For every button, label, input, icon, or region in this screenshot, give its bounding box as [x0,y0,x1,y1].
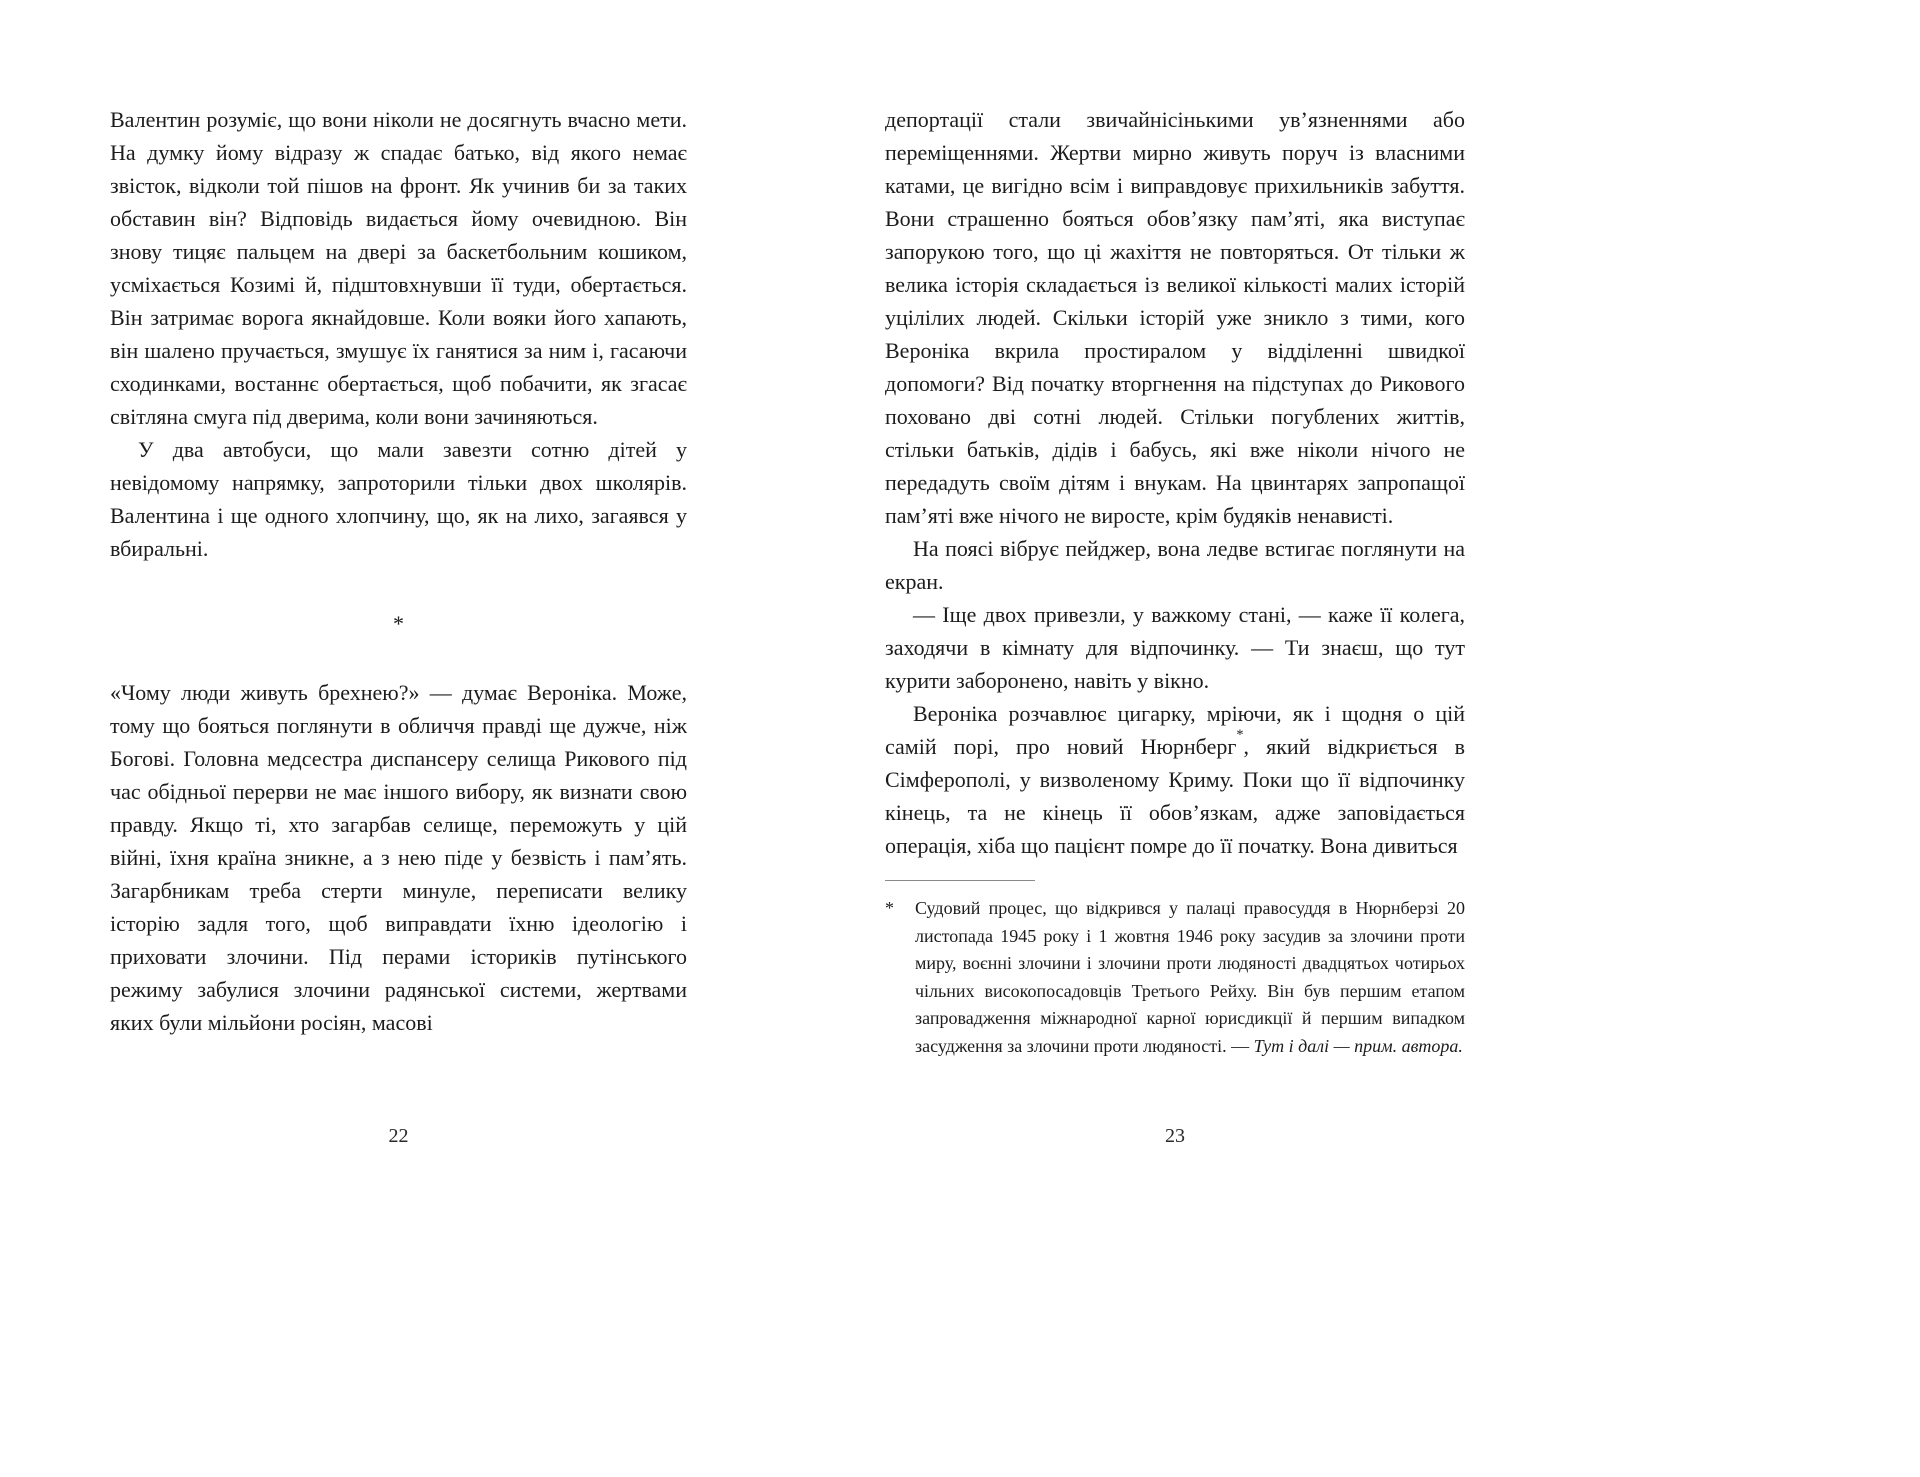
paragraph: «Чому люди живуть брехнею?» — думає Вероніка. Може, тому що бояться поглянути в обличчя правді ще дужче, ніж Богові. Головна медсестра диспансеру селища Рикового під час обідньої перерви не має іншого вибору, як визнати свою правду. Якщо ті, хто загарбав селище, переможуть у цій війні, їхня країна зникне, а з нею піде у безвість і пам’ять. Загарбникам треба стерти минуле, переписати велику історію задля того, щоб виправдати їхню ідеологію і приховати злочини. Під перами істориків путінського режиму забулися злочини радянської системи, жертвами яких були мільйони росіян, масові [110,680,687,1035]
paragraph-dialogue: — Іще двох привезли, у важкому стані, — каже її колега, заходячи в кімнату для відпочинку. — Ти знаєш, що тут курити заборонено, навіть у вікно. [885,602,1465,693]
footnote-attribution: Тут і далі — прим. автора. [1253,1035,1463,1056]
footnote-marker: * [885,898,894,918]
paragraph: У два автобуси, що мали завезти сотню дітей у невідомому напрямку, запроторили тільки двох школярів. Валентина і ще одного хлопчину, що, як на лихо, загаявся у вбиральні. [110,437,687,561]
page-left [110,103,687,1149]
page-number: 23 [1165,1125,1185,1147]
section-break-asterisk: * [393,611,404,636]
page-left-body [110,103,687,1039]
page-right [885,103,1465,1149]
footnote-reference: * [1236,727,1244,744]
footnote-text [885,895,1465,1060]
paragraph: На поясі вібрує пейджер, вона ледве встигає поглянути на екран. [885,536,1465,594]
paragraph: депортації стали звичайнісінькими ув’язненнями або переміщеннями. Жертви мирно живуть поруч із власними катами, це вигідно всім і виправдовує прихильників забуття. Вони страшенно бояться обов’язку пам’яті, яка виступає запорукою того, що ці жахіття не повторяться. От тільки ж велика історія складається із великої кількості малих історій уцілілих людей. Скільки історій уже зникло з тими, кого Вероніка вкрила простиралом у відділенні швидкої допомоги? Від початку вторгнення на підступах до Рикового поховано дві сотні людей. Стільки погублених життів, стільки батьків, дідів і бабусь, які вже ніколи нічого не передадуть своїм дітям і внукам. На цвинтарях запропащої пам’яті вже нічого не виросте, крім будяків ненависті. [885,107,1465,528]
footnote-body-text: Судовий процес, що відкрився у палаці правосуддя в Нюрнберзі 20 листопада 1945 року і 1 жовтня 1946 року засудив за злочини проти миру, воєнні злочини і злочини проти людяності двадцятьох чотирьох чільних високопосадовців Третього Рейху. Він був першим етапом запровадження міжнародної карної юрисдикції й першим випадком засудження за злочини проти людяності. — [915,898,1465,1056]
paragraph: Валентин розуміє, що вони ніколи не досягнуть вчасно мети. На думку йому відразу ж спадає батько, від якого немає звісток, відколи той пішов на фронт. Як учинив би за таких обставин він? Відповідь видається йому очевидною. Він знову тицяє пальцем на двері за баскетбольним кошиком, усміхається Козимі й, підштовхнувши її туди, обертається. Він затримає ворога якнайдовше. Коли вояки його хапають, він шалено пручається, змушує їх ганятися за ним і, гасаючи сходинками, востаннє обертається, щоб побачити, як згасає світляна смуга під дверима, коли вони зачиняються. [110,107,687,429]
page-right-body [885,103,1465,1060]
footnote [885,880,1465,1060]
footnote-rule [885,880,1035,881]
paragraph-text: , який відкриється в Сімферополі, у визволеному Криму. Поки що її відпочинку кінець, та не кінець її обов’язкам, адже заповідається операція, хіба що пацієнт помре до її початку. Вона дивиться [885,734,1466,858]
paragraph-text: Вероніка розчавлює цигарку, мріючи, як і щодня о цій самій порі, про новий Нюрнберг [885,701,1465,759]
page-number: 22 [388,1125,409,1147]
paragraph [885,697,1465,862]
